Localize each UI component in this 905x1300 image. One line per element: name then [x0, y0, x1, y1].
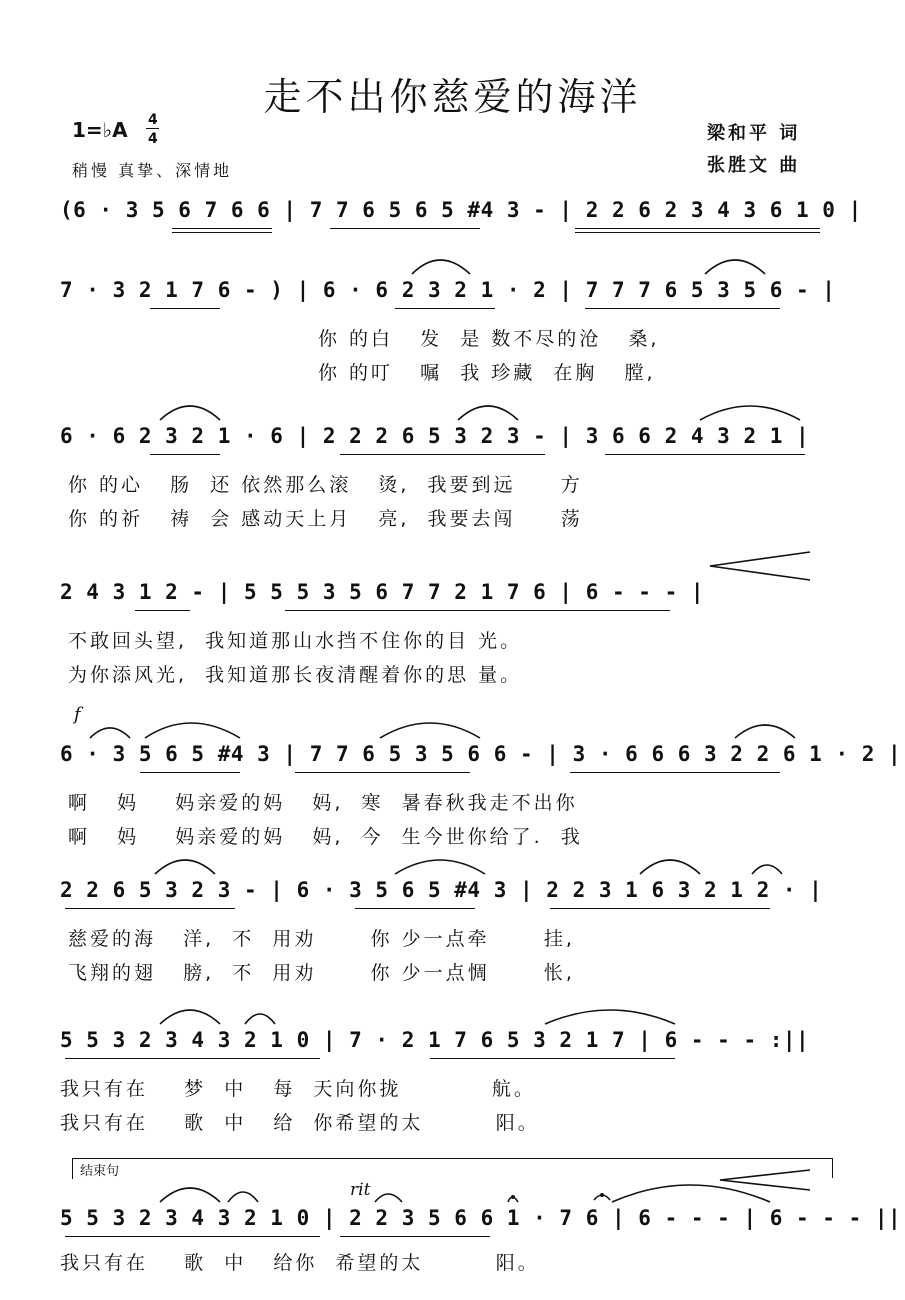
beam [395, 308, 495, 309]
slur [160, 1010, 220, 1024]
slur [145, 723, 240, 738]
beam [172, 228, 272, 229]
fermata-dot [511, 1195, 515, 1199]
fermata [594, 1195, 610, 1200]
notation-line: 5 5 3 2 3 4 3 2 1 0 | 7 · 2 1 7 6 5 3 2 1 7 | 6 - - - :|| [60, 1028, 810, 1052]
notation-line: 6 · 6 2 3 2 1 · 6 | 2 2 2 6 5 3 2 3 - | 3 6 6 2 4 3 2 1 | [60, 424, 810, 448]
slur [155, 860, 215, 874]
beam [605, 454, 805, 455]
time-signature-bottom: 4 [148, 131, 158, 147]
fermata [508, 1197, 518, 1202]
composer: 张胜文 曲 [707, 155, 801, 176]
beam [65, 908, 235, 909]
slur [412, 260, 470, 274]
time-signature-line [146, 128, 159, 129]
slur [160, 1188, 220, 1202]
lyrics-verse-2: 为你添风光, 我知道那长夜清醒着你的思 量。 [68, 664, 523, 686]
slur [735, 725, 795, 738]
notation-line: 7 · 3 2 1 7 6 - ) | 6 · 6 2 3 2 1 · 2 | 7 7 7 6 5 3 5 6 - | [60, 278, 836, 302]
slur [612, 1185, 770, 1202]
lyrics-verse-2: 你 的叮 嘱 我 珍藏 在胸 膛, [318, 362, 656, 384]
crescendo-hairpin [710, 552, 810, 580]
lyrics-verse-1: 你 的心 肠 还 依然那么滚 烫, 我要到远 方 [68, 474, 583, 496]
ending-bracket [72, 1158, 833, 1179]
ritardando-mark: rit [350, 1180, 371, 1200]
lyrics-verse-2: 你 的祈 祷 会 感动天上月 亮, 我要去闯 荡 [68, 508, 583, 530]
beam [172, 232, 272, 233]
beam [140, 772, 240, 773]
beam [330, 228, 480, 229]
lyricist: 梁和平 词 [707, 123, 801, 144]
lyrics-verse-2: 啊 妈 妈亲爱的妈 妈, 今 生今世你给了. 我 [68, 826, 583, 848]
beam [65, 1058, 320, 1059]
tempo-marking: 稍慢 真挚、深情地 [72, 161, 233, 180]
beam [550, 908, 770, 909]
notation-line: 5 5 3 2 3 4 3 2 1 0 | 2 2 3 5 6 6 1 · 7 6 | 6 - - - | 6 - - - || [60, 1206, 902, 1230]
ending-bracket-right [832, 1158, 833, 1178]
slur [228, 1192, 258, 1202]
beam [585, 308, 780, 309]
lyrics-verse-1: 我只有在 梦 中 每 天向你拢 航。 [60, 1078, 536, 1100]
beam [575, 228, 820, 229]
slur [375, 1194, 402, 1202]
lyrics-verse-1: 你 的白 发 是 数不尽的沧 桑, [318, 328, 660, 350]
slur [458, 406, 518, 420]
beam [355, 908, 475, 909]
notation-line: 6 · 3 5 6 5 #4 3 | 7 7 6 5 3 5 6 6 - | 3 · 6 6 6 3 2 2 6 1 · 2 | [60, 742, 902, 766]
key-signature: 1=♭A [72, 118, 128, 142]
beam [340, 454, 545, 455]
time-signature-top: 4 [148, 112, 158, 128]
beam [150, 454, 220, 455]
slur [90, 728, 130, 738]
fermata-dot [600, 1193, 604, 1197]
slur [705, 260, 765, 274]
notation-line: 2 4 3 1 2 - | 5 5 5 3 5 6 7 7 2 1 7 6 | 6 - - - | [60, 580, 705, 604]
lyrics-verse-2: 我只有在 歌 中 给 你希望的太 阳。 [60, 1112, 540, 1134]
song-title: 走不出你慈爱的海洋 [263, 75, 642, 119]
ending-label: 结束句 [80, 1164, 120, 1179]
lyrics-verse-1: 慈爱的海 洋, 不 用劝 你 少一点牵 挂, [68, 928, 575, 950]
beam [570, 772, 780, 773]
lyrics-verse-1: 不敢回头望, 我知道那山水挡不住你的目 光。 [68, 630, 523, 652]
slur [380, 723, 480, 738]
lyrics-verse-1: 啊 妈 妈亲爱的妈 妈, 寒 暑春秋我走不出你 [68, 792, 578, 814]
slur [245, 1014, 275, 1024]
slur [752, 865, 782, 874]
lyrics-verse-1: 我只有在 歌 中 给你 希望的太 阳。 [60, 1252, 540, 1274]
notation-line: 2 2 6 5 3 2 3 - | 6 · 3 5 6 5 #4 3 | 2 2 3 1 6 3 2 1 2 · | [60, 878, 823, 902]
beam [430, 1058, 675, 1059]
beam [340, 1236, 490, 1237]
beam [135, 610, 190, 611]
notation-line: (6 · 3 5 6 7 6 6 | 7 7 6 5 6 5 #4 3 - | 2 2 6 2 3 4 3 6 1 0 | [60, 198, 862, 222]
beam [575, 232, 820, 233]
slur [160, 406, 220, 420]
beam [150, 308, 220, 309]
beam [65, 1236, 320, 1237]
lyrics-verse-2: 飞翔的翅 膀, 不 用劝 你 少一点惆 怅, [68, 962, 575, 984]
slur [640, 860, 700, 874]
slur [700, 406, 800, 420]
dynamic-mark: f [74, 704, 81, 725]
slur [395, 860, 485, 874]
beam [295, 772, 470, 773]
slur [545, 1010, 675, 1024]
beam [285, 610, 670, 611]
